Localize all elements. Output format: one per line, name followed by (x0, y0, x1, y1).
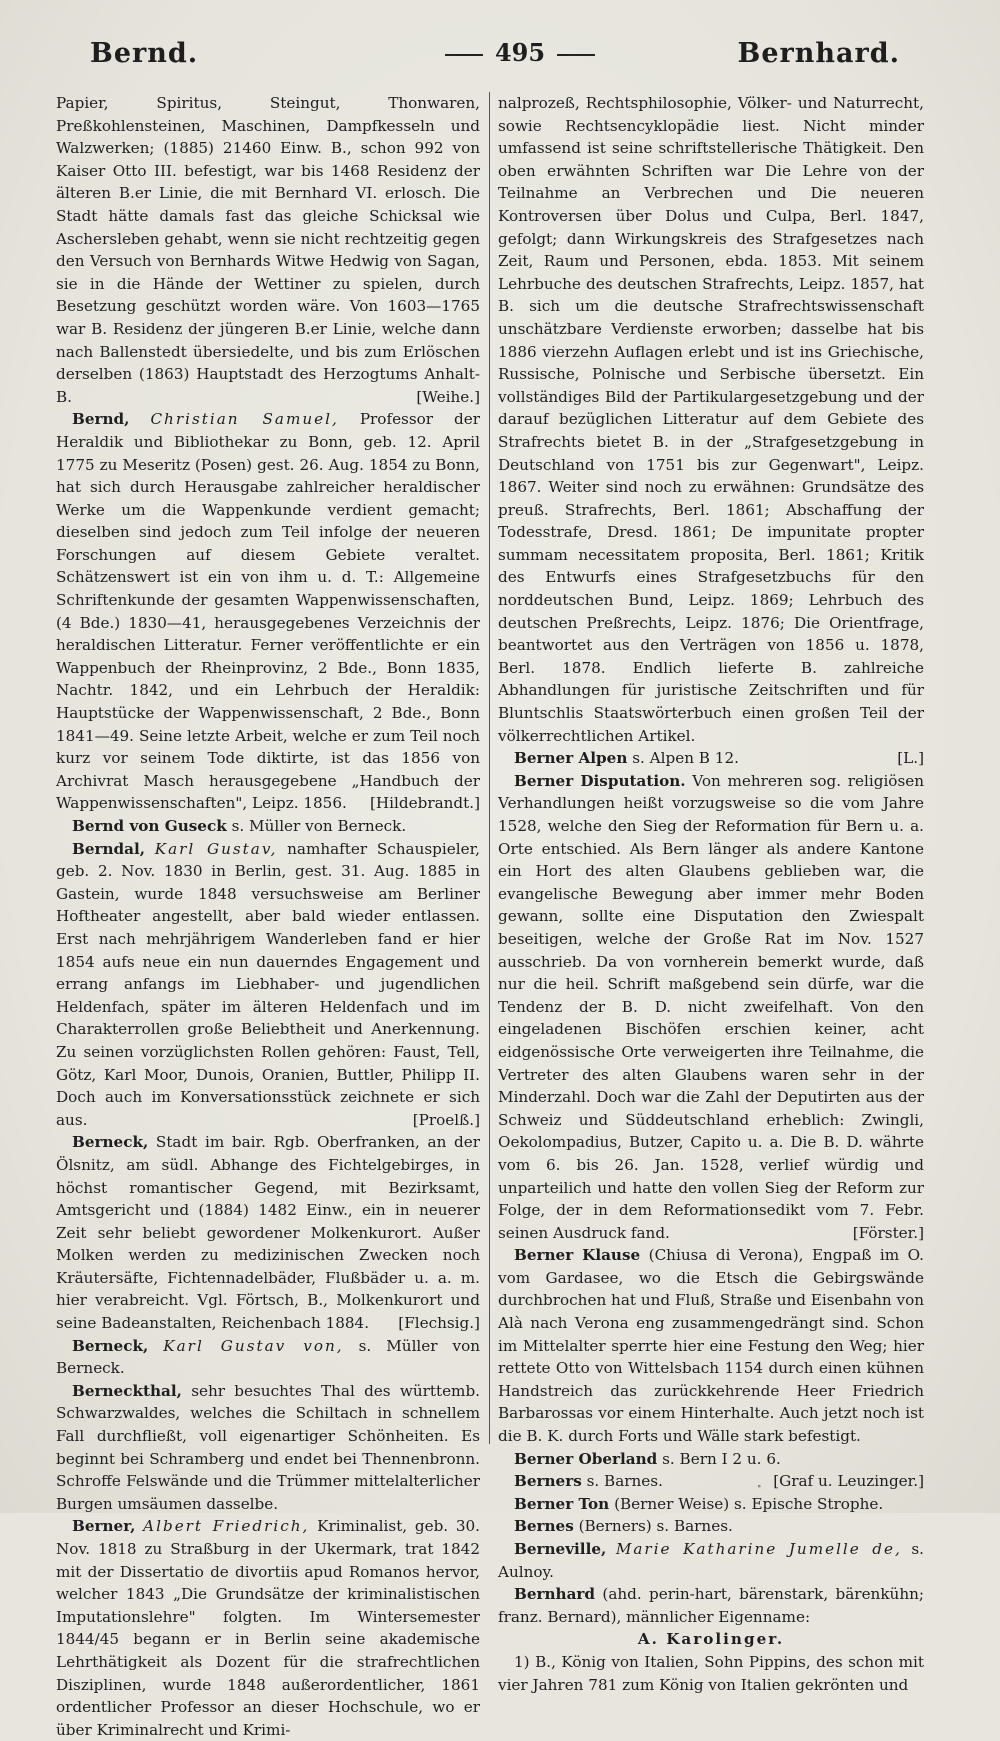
entry-headword: Berndal, (72, 839, 146, 858)
column-divider (489, 92, 490, 1444)
entry-text: (Berner Weise) s. Epische Strophe. (614, 1494, 884, 1513)
header-right-keyword: Bernhard. (737, 38, 900, 69)
author-signature: [Graf u. Leuzinger.] (773, 1472, 924, 1491)
entry-continuation (56, 92, 480, 408)
left-column (56, 92, 480, 1741)
header-left-keyword: Bernd. (90, 38, 199, 69)
entry-headword: Berneck, (72, 1133, 149, 1152)
entry-text: s. Müller von Berneck. (56, 1336, 481, 1378)
author-signature: [L.] (897, 749, 924, 768)
entry-text: namhafter Schauspieler, geb. 2. Nov. 1830 in Berlin, gest. 31. Aug. 1885 in Gastein, wurde 1848 versuchsweise am Berliner Hoftheater angestellt, aber bald wieder entlassen. Erst nach mehrjährigem Wanderleben fand er hier 1854 aufs neue ein nun dauerndes Engagement und errang anfangs im Liebhaber- und jugendlichen Heldenfach, später im älteren Heldenfach und im Charakterrollen große Beliebtheit und Anerkennung. Zu seinen vorzüglichsten Rollen gehören: Faust, Tell, Götz, Karl Moor, Dunois, Oranien, Buttler, Philipp II. Doch auch im Konversationsstück zeichnete er sich aus. (56, 839, 480, 1129)
entry-bernd-von-guseck (56, 815, 480, 838)
page-header (90, 38, 900, 78)
entry-text: s. Aulnoy. (498, 1540, 925, 1581)
entry-headword: Bernhard (514, 1585, 596, 1604)
section-subheading: A. Karolinger. (637, 1630, 785, 1649)
entry-text: Papier, Spiritus, Steingut, Thonwaren, Preßkohlensteinen, Maschinen, Dampfkesseln und Walzwerken; (1885) 21460 Einw. B., schon 992 von Kaiser Otto III. befestigt, war bis 1468 Residenz der älteren B.er Linie, die mit Bernhard VI. erlosch. Die Stadt hätte damals fast das gleiche Schicksal wie Aschersleben gehabt, wenn sie nicht rechtzeitig gegen den Versuch von Bernhards Witwe Hedwig von Sagan, sie in die Hände der Wettiner zu spielen, durch Besetzung geschützt worden wäre. Von 1603—1765 war B. Residenz der jüngeren B.er Linie, welche dann nach Ballenstedt übersiedelte, und bis zum Erlöschen derselben (1863) Hauptstadt des Herzogtums Anhalt-B. (56, 94, 480, 406)
entry-headword: Berner Klause (514, 1246, 641, 1265)
author-signature: [Förster.] (852, 1223, 924, 1242)
entry-text: Stadt im bair. Rgb. Oberfranken, an der Ölsnitz, am südl. Abhange des Fichtelgebirges, in höchst romantischer Gegend, mit Bezirksamt, Amtsgericht und (1884) 1482 Einw., ein in neuerer Zeit sehr beliebt gewordener Molkenkurort. Außer Molken werden zu medizinischen Zwecken noch Kräutersäfte, Fichtennadelbäder, Flußbäder u. a. m. hier verabreicht. Vgl. Förtsch, B., Molkenkurort und seine Badeanstalten, Reichenbach 1884. (56, 1133, 480, 1333)
entry-text: s. Alpen B 12. (632, 749, 739, 768)
entry-name: Christian Samuel, (150, 410, 339, 429)
entry-bernes (498, 1515, 924, 1538)
entry-headword: Bernes (514, 1517, 574, 1536)
entry-berneck-stadt (56, 1131, 480, 1334)
entry-headword: Berneville, (514, 1540, 607, 1558)
page-number-value: 495 (494, 38, 546, 67)
entry-berneville (498, 1538, 924, 1583)
entry-text: Professor der Heraldik und Bibliothekar zu Bonn, geb. 12. April 1775 zu Meseritz (Posen) gest. 26. Aug. 1854 zu Bonn, hat sich durch Herausgabe zahlreicher heraldischer Werke um die Wappenkunde verdient gemacht; dieselben sind jedoch zum Teil infolge der neueren Forschungen auf diesem Gebiete veraltet. Schätzenswert ist ein von ihm u. d. T.: Allgemeine Schriftenkunde der gesamten Wappenwissenschaften, (4 Bde.) 1830—41, herausgegebenes Verzeichnis der heraldischen Litteratur. Ferner veröffentlichte er ein Wappenbuch der Rheinprovinz, 2 Bde., Bonn 1835, Nachtr. 1842, und ein Lehrbuch der Heraldik: Hauptstücke der Wappenwissenschaft, 2 Bde., Bonn 1841—49. Seine letzte Arbeit, welche er zum Teil noch kurz vor seinem Tode diktirte, ist das 1856 von Archivrat Masch herausgegebene „Handbuch der Wappenwissenschaften", Leipz. 1856. (56, 410, 480, 813)
entry-headword: Berner Alpen (514, 749, 628, 768)
entry-berndal (56, 838, 480, 1132)
entry-headword: Bernd, (72, 410, 130, 429)
entry-headword: Berner Ton (514, 1494, 610, 1513)
author-signature: [Weihe.] (416, 387, 480, 406)
entry-headword: Berner Disputation. (514, 771, 686, 790)
entry-text: nalprozeß, Rechtsphilosophie, Völker- und Naturrecht, sowie Rechtsencyklopädie liest. Nicht minder umfassend ist seine schriftstellerische Thätigkeit. Den oben erwähnten Schriften war Die Lehre von der Teilnahme an Verbrechen und Die neueren Kontroversen über Dolus und Culpa, Berl. 1847, gefolgt; dann Wirkungskreis des Strafgesetzes nach Zeit, Raum und Personen, ebda. 1853. Mit seinem Lehrbuche des deutschen Strafrechts, Leipz. 1857, hat B. sich um die deutsche Strafrechtswissenschaft unschätzbare Verdienste erworben; dasselbe hat bis 1886 vierzehn Auflagen erlebt und ist ins Griechische, Russische, Polnische und Serbische übersetzt. Ein vollständiges Bild der Partikulargesetzgebung und der darauf bezüglichen Litteratur auf dem Gebiete des Strafrechts bietet B. in der „Strafgesetzgebung in Deutschland von 1751 bis zur Gegenwart", Leipz. 1867. Weiter sind noch zu erwähnen: Grundsätze des preuß. Strafrechts, Berl. 1861; Abschaffung der Todesstrafe, Dresd. 1861; De impunitate propter summam necessitatem proposita, Berl. 1861; Kritik des Entwurfs eines Strafgesetzbuchs für den norddeutschen Bund, Leipz. 1869; Lehrbuch des deutschen Preßrechts, Leipz. 1876; Die Orientfrage, beantwortet aus den Verträgen von 1856 u. 1878, Berl. 1878. Endlich lieferte B. zahlreiche Abhandlungen für juristische Zeitschriften und für Bluntschlis Staatswörterbuch einen großen Teil der völkerrechtlichen Artikel. (498, 94, 924, 745)
entry-headword: Berner, (72, 1517, 136, 1536)
entry-headword: Berners (514, 1472, 582, 1491)
entry-headword: Bernd von Guseck (72, 817, 227, 835)
author-signature: [Hildebrandt.] (370, 794, 480, 813)
entry-text: 1) B., König von Italien, Sohn Pippins, des schon mit vier Jahren 781 zum König von Italien gekrönten und (498, 1652, 924, 1694)
entry-continuation (498, 92, 924, 747)
entry-berner-klause (498, 1244, 924, 1447)
entry-headword: Berneck, (72, 1336, 149, 1355)
right-column (498, 92, 924, 1696)
entry-berneckthal (56, 1380, 480, 1516)
entry-text: Von mehreren sog. religiösen Verhandlungen heißt vorzugsweise so die vom Jahre 1528, welche den Sieg der Reformation für Bern u. a. Orte entschied. Als Bern länger als andere Kantone ein Hort des alten Glaubens geblieben war, die evangelische Bewegung aber immer mehr Boden gewann, sollte eine Disputation den Zwiespalt beseitigen, welche der Große Rat im Nov. 1527 ausschrieb. Da von vornherein bemerkt wurde, daß nur die heil. Schrift maßgebend sein dürfe, war die Tendenz der B. D. nicht zweifelhaft. Von den eingeladenen Bischöfen erschien keiner, acht eidgenössische Orte verweigerten ihre Teilnahme, die Vertreter des alten Glaubens waren sehr in der Minderzahl. Doch war die Zahl der Deputirten aus der Schweiz und Süddeutschland erheblich: Zwingli, Oekolompadius, Butzer, Capito u. a. Die B. D. währte vom 6. bis 26. Jan. 1528, verlief würdig und unparteilich und hatte den vollen Sieg der Reform zur Folge, der in dem Reformationsedikt vom 7. Febr. seinen Ausdruck fand. (498, 771, 925, 1242)
entry-bernhard-1 (498, 1651, 924, 1696)
entry-text: s. Barnes. (586, 1472, 663, 1491)
entry-text: Kriminalist, geb. 30. Nov. 1818 zu Straßburg in der Ukermark, trat 1842 mit der Dissertatio de divortiis apud Romanos hervor, welcher 1843 „Die Grundsätze der kriminalistischen Imputationslehre" folgten. Im Wintersemester 1844/45 begann er in Berlin seine akademische Lehrthätigkeit als Dozent für die strafrechtlichen Disziplinen, wurde 1848 außerordentlicher, 1861 ordentlicher Professor an dieser Hochschule, wo er über Kriminalrecht und Krimi- (56, 1517, 481, 1739)
entry-name: Marie Katharine Jumelle de, (615, 1540, 902, 1558)
page-speck-mark: ∘ (757, 1482, 762, 1492)
entry-bernd-christian (56, 408, 480, 815)
entry-berner-alpen (498, 747, 924, 770)
entry-berneck-karl (56, 1335, 480, 1380)
author-signature: [Proelß.] (412, 1110, 480, 1129)
entry-text: (Berners) s. Barnes. (578, 1517, 733, 1536)
author-signature: [Flechsig.] (398, 1314, 480, 1333)
entry-bernhard (498, 1583, 924, 1628)
entry-text: (Chiusa di Verona), Engpaß im O. vom Gardasee, wo die Etsch die Gebirgswände durchbrochen hat und Fluß, Straße und Eisenbahn von Alà nach Verona eng zusammengedrängt sind. Schon im Mittelalter sperrte hier eine Festung den Weg; hier rettete Otto von Wittelsbach 1154 durch einen kühnen Handstreich das zurückkehrende Heer Friedrich Barbarossas vor einem Hinterhalte. Auch jetzt noch ist die B. K. durch Forts und Wälle stark befestigt. (498, 1246, 924, 1446)
entry-text: s. Müller von Berneck. (231, 817, 407, 835)
entry-name: Albert Friedrich, (143, 1517, 310, 1536)
entry-headword: Berner Oberland (514, 1449, 658, 1468)
entry-berner-disputation (498, 770, 924, 1244)
entry-name: Karl Gustav von, (163, 1336, 344, 1355)
entry-berner-ton (498, 1493, 924, 1516)
page-number (400, 38, 640, 67)
entry-name: Karl Gustav, (154, 839, 278, 858)
entry-text: sehr besuchtes Thal des württemb. Schwarzwaldes, welches die Schiltach in schnellem Fall durchfließt, voll eigenartiger Schönheiten. Es beginnt bei Schramberg und endet bei Thennenbronn. Schroffe Felswände und die Trümmer mittelalterlicher Burgen umsäumen dasselbe. (56, 1381, 481, 1513)
entry-text: s. Bern I 2 u. 6. (662, 1449, 781, 1468)
entry-headword: Berneckthal, (72, 1381, 182, 1400)
entry-berner-albert (56, 1515, 480, 1741)
entry-text: (ahd. perin-hart, bärenstark, bärenkühn; franz. Bernard), männlicher Eigenname: (498, 1585, 924, 1626)
